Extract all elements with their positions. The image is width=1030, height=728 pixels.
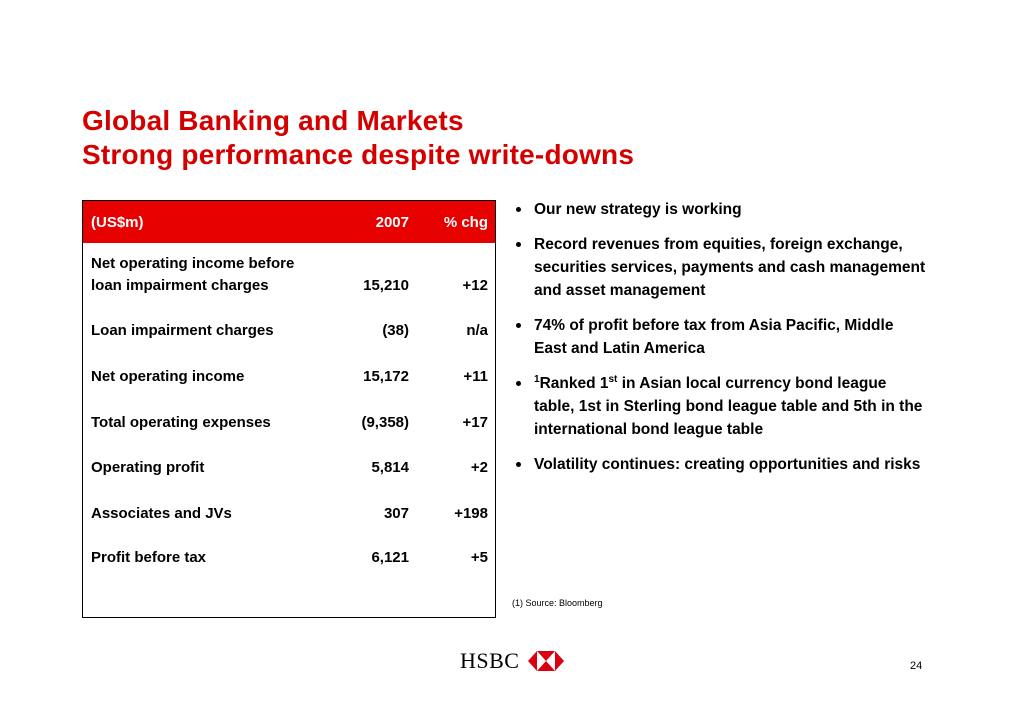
- slide-title: [82, 104, 634, 172]
- bullet-dot-icon: [516, 207, 521, 212]
- table-row: [83, 320, 495, 342]
- bullet-text: Our new strategy is working: [534, 201, 742, 218]
- row-change: +11: [463, 368, 488, 385]
- footnote-ref: 1: [534, 373, 540, 385]
- title-line-2: Strong performance despite write-downs: [82, 139, 635, 170]
- bullet-item: [508, 314, 928, 360]
- header-year: 2007: [375, 214, 409, 231]
- table-header: [83, 201, 495, 243]
- table-row: [83, 253, 495, 297]
- bullet-text: [534, 375, 922, 438]
- row-change: +5: [470, 549, 488, 566]
- table-row: [83, 412, 495, 434]
- row-label: [91, 253, 294, 297]
- bullet-text-part: Ranked 1: [539, 375, 609, 392]
- bullet-text: 74% of profit before tax from Asia Pacific, Middle East and Latin America: [534, 317, 894, 357]
- row-label: Associates and JVs: [91, 505, 232, 522]
- row-change: +12: [462, 277, 488, 294]
- row-change: +198: [454, 505, 488, 522]
- bullet-item: [508, 198, 928, 221]
- hsbc-hexagon-icon: [528, 651, 564, 671]
- row-value: (38): [382, 322, 409, 339]
- row-change: +17: [462, 414, 488, 431]
- page-number: 24: [910, 660, 923, 672]
- table-row: [83, 503, 495, 525]
- bullet-dot-icon: [516, 242, 521, 247]
- bullet-dot-icon: [516, 381, 521, 386]
- row-label-line-1: Net operating income before: [91, 255, 295, 272]
- row-value: 6,121: [371, 549, 409, 566]
- title-line-1: Global Banking and Markets: [82, 105, 464, 136]
- financial-table: [82, 200, 496, 618]
- bullet-item: [508, 372, 928, 441]
- bullet-item: [508, 233, 928, 302]
- row-change: n/a: [466, 322, 488, 339]
- hsbc-logo: [460, 646, 570, 676]
- bullet-dot-icon: [516, 323, 521, 328]
- row-value: 15,210: [363, 277, 409, 294]
- bullet-item: [508, 453, 928, 476]
- ordinal-suffix: st: [608, 373, 618, 385]
- bullet-text: Volatility continues: creating opportunities and risks: [534, 456, 921, 473]
- bullet-text-part: in Asian local currency bond league table, 1st in Sterling bond league table and 5th in the international bond league table: [534, 375, 923, 438]
- row-label: Profit before tax: [91, 549, 207, 566]
- row-label: Operating profit: [91, 459, 205, 476]
- row-label: Loan impairment charges: [91, 322, 274, 339]
- row-label: Total operating expenses: [91, 414, 271, 431]
- table-row: [83, 547, 495, 569]
- table-row: [83, 457, 495, 479]
- logo-text: HSBC: [460, 648, 520, 673]
- bullet-text: Record revenues from equities, foreign exchange, securities services, payments and cash management and asset management: [534, 236, 926, 299]
- row-label-line-2: loan impairment charges: [91, 277, 269, 294]
- row-value: (9,358): [361, 414, 409, 431]
- row-label: Net operating income: [91, 368, 245, 385]
- row-value: 5,814: [371, 459, 409, 476]
- row-value: 15,172: [363, 368, 409, 385]
- footnote: (1) Source: Bloomberg: [512, 598, 603, 608]
- header-units: (US$m): [91, 214, 144, 231]
- row-value: 307: [383, 505, 409, 522]
- bullet-dot-icon: [516, 462, 521, 467]
- row-change: +2: [470, 459, 488, 476]
- header-change: % chg: [443, 214, 488, 231]
- table-row: [83, 366, 495, 388]
